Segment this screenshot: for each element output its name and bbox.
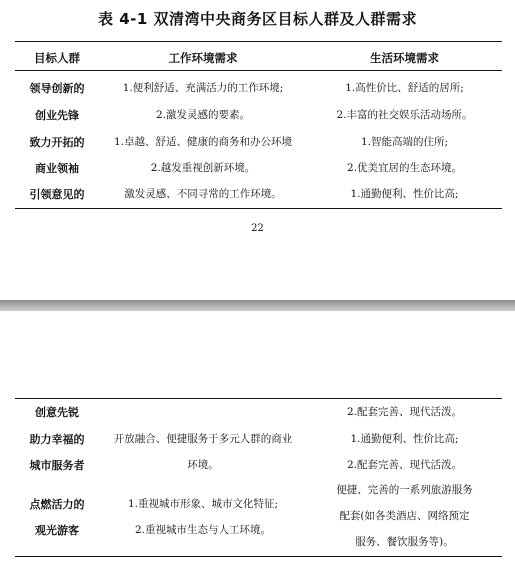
life-need: 1.高性价比、舒适的居所; [345,82,464,94]
life-need: 1.通勤便利、性价比高; [350,188,459,200]
life-need: 便捷、完善的一系列旅游服务 [336,484,473,496]
table-top-rule [15,398,502,399]
header-rule [15,70,502,71]
header-work-needs: 工作环境需求 [168,51,238,65]
work-need: 环境。 [187,459,219,471]
group-label: 领导创新的 [29,82,85,95]
group-label: 助力幸福的 [29,433,85,446]
header-target-group: 目标人群 [34,51,80,65]
life-need: 服务、餐饮服务等)。 [355,536,454,548]
work-need: 2.重视城市生态与人工环境。 [134,524,272,536]
work-need: 激发灵感、不同寻常的工作环境。 [124,188,282,200]
group-label: 致力开拓的 [29,136,85,149]
group-label: 创业先锋 [35,109,79,122]
group-label: 引领意见的 [29,188,85,201]
group-label: 点燃活力的 [29,498,85,511]
group-label: 城市服务者 [29,459,85,472]
work-need: 1.便利舒适、充满活力的工作环境; [122,82,284,94]
work-need: 2.越发重视创新环境。 [150,162,256,174]
group-label: 商业领袖 [35,162,79,175]
page-number: 22 [251,223,264,234]
work-need: 开放融合、便捷服务于多元人群的商业 [113,433,293,445]
life-need: 1.通勤便利、性价比高; [350,433,459,445]
work-need: 2.激发灵感的要素。 [155,109,251,121]
work-need: 1.重视城市形象、城市文化特征; [127,498,279,510]
group-label: 创意先锐 [35,406,79,419]
work-need: 1.卓越、舒适、健康的商务和办公环境 [113,136,293,148]
life-need: 2.丰富的社交娱乐活动场所。 [336,109,473,121]
page-separator [0,300,515,311]
life-need: 2.优美宜居的生态环境。 [346,162,463,174]
table-bottom-rule [15,208,502,209]
table-top-rule [15,41,502,42]
life-need: 配套(如各类酒店、网络预定 [339,510,470,522]
header-life-needs: 生活环境需求 [370,51,439,65]
life-need: 1.智能高端的住所; [360,136,449,148]
life-need: 2.配套完善、现代活泼。 [346,406,463,418]
table-title: 表 4-1 双清湾中央商务区目标人群及人群需求 [97,10,418,28]
table-bottom-rule [15,556,502,557]
life-need: 2.配套完善、现代活泼。 [346,459,463,471]
group-label: 观光游客 [35,524,79,537]
